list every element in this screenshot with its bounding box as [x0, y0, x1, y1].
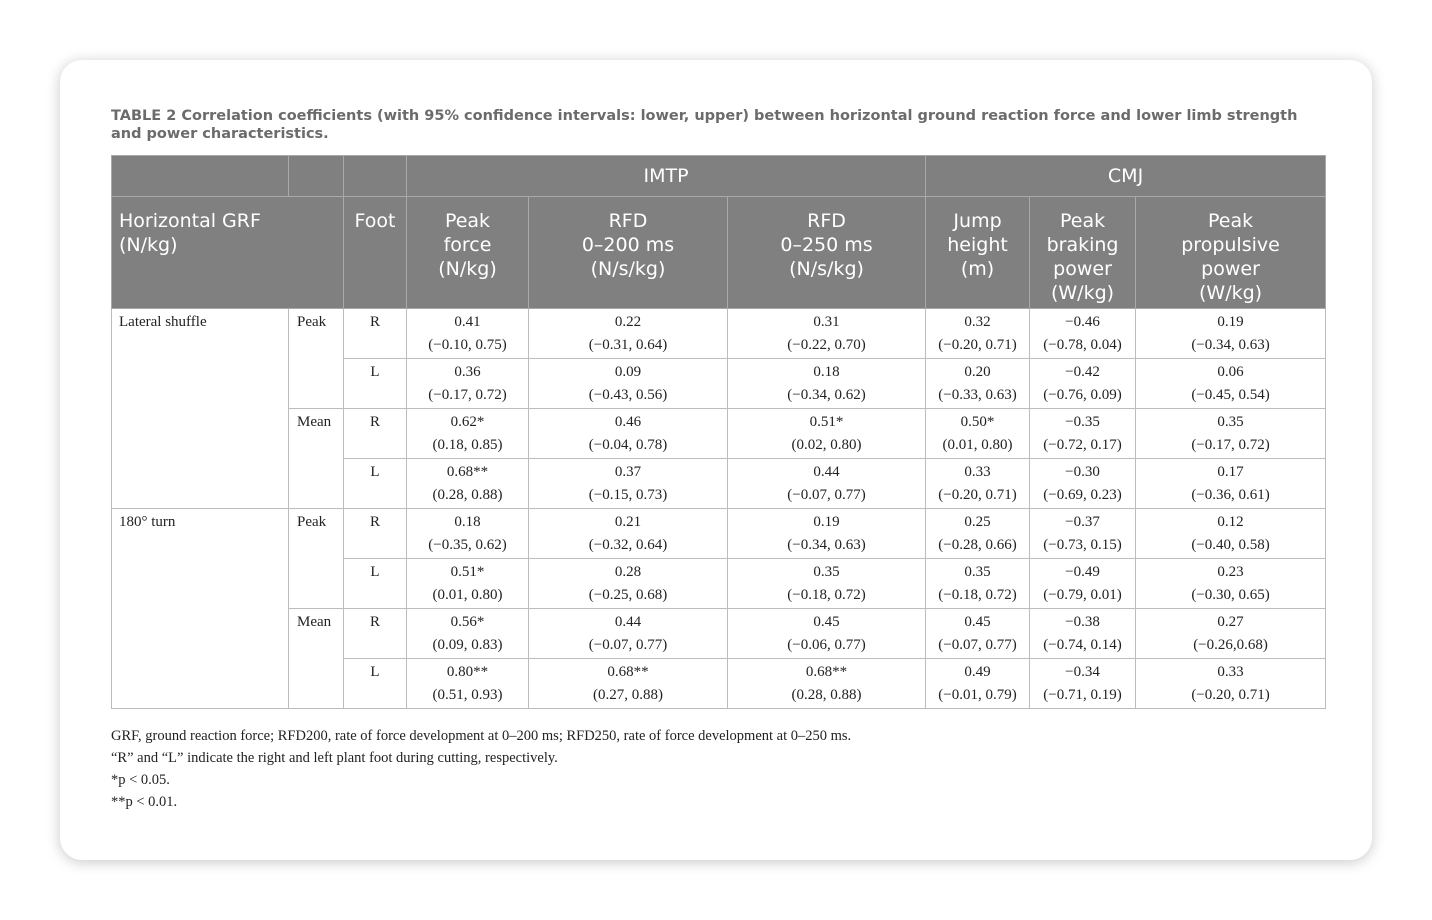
correlation-cell [728, 409, 926, 459]
row-subgroup-label: Peak [289, 509, 344, 609]
correlation-table [111, 155, 1326, 709]
correlation-cell [407, 559, 529, 609]
table-row [112, 509, 1326, 559]
header-group-imtp: IMTP [407, 156, 926, 197]
correlation-value: 0.51* [809, 414, 844, 430]
confidence-interval: (0.09, 0.83) [432, 637, 503, 653]
correlation-value: 0.35 [964, 564, 991, 580]
row-subgroup-label: Mean [289, 609, 344, 709]
correlation-value: 0.51* [450, 564, 485, 580]
correlation-value: 0.36 [454, 364, 481, 380]
header-row-groups [112, 156, 1326, 197]
correlation-value: −0.30 [1065, 464, 1100, 480]
correlation-value: 0.19 [1217, 314, 1244, 330]
foot-cell: L [344, 459, 407, 509]
confidence-interval: (−0.33, 0.63) [938, 387, 1017, 403]
header-blank [289, 156, 344, 197]
header-jump-height: Jump height (m) [926, 197, 1030, 309]
correlation-value: 0.80** [446, 664, 489, 680]
correlation-cell [529, 559, 728, 609]
correlation-cell [728, 609, 926, 659]
correlation-value: 0.21 [614, 514, 642, 530]
confidence-interval: (0.01, 0.80) [942, 437, 1013, 453]
correlation-cell [1136, 309, 1326, 359]
confidence-interval: (−0.18, 0.72) [938, 587, 1017, 603]
header-peak-braking-power: Peak braking power (W/kg) [1030, 197, 1136, 309]
table-caption: TABLE 2 Correlation coefficients (with 95% confidence intervals: lower, upper) between horizontal ground reaction force and lower limb strength and power characteristics. [111, 108, 1298, 142]
row-group-label: 180° turn [112, 509, 289, 709]
confidence-interval: (−0.25, 0.68) [588, 587, 668, 603]
correlation-cell [1030, 309, 1136, 359]
confidence-interval: (−0.34, 0.62) [787, 387, 866, 403]
confidence-interval: (−0.22, 0.70) [787, 337, 866, 353]
correlation-value: 0.33 [964, 464, 991, 480]
correlation-cell [1136, 659, 1326, 709]
confidence-interval: (−0.20, 0.71) [938, 487, 1017, 503]
correlation-value: 0.17 [1217, 464, 1244, 480]
foot-cell: R [344, 509, 407, 559]
confidence-interval: (−0.73, 0.15) [1043, 537, 1122, 553]
confidence-interval: (−0.17, 0.72) [428, 387, 507, 403]
foot-cell: L [344, 359, 407, 409]
correlation-cell [407, 409, 529, 459]
correlation-value: 0.22 [614, 314, 642, 330]
header-row-columns [112, 197, 1326, 309]
correlation-cell [926, 459, 1030, 509]
header-peak-propulsive-power: Peak propulsive power (W/kg) [1136, 197, 1326, 309]
confidence-interval: (−0.28, 0.66) [938, 537, 1017, 553]
correlation-value: 0.18 [454, 514, 481, 530]
header-blank [344, 156, 407, 197]
correlation-value: −0.38 [1065, 614, 1100, 630]
confidence-interval: (−0.36, 0.61) [1191, 487, 1270, 503]
table-row [112, 609, 1326, 659]
correlation-cell [1136, 609, 1326, 659]
correlation-cell [1030, 359, 1136, 409]
correlation-cell [1030, 409, 1136, 459]
correlation-value: 0.32 [964, 314, 991, 330]
confidence-interval: (−0.74, 0.14) [1043, 637, 1122, 653]
correlation-cell [529, 309, 728, 359]
correlation-value: 0.33 [1217, 664, 1244, 680]
correlation-value: 0.44 [813, 464, 840, 480]
row-subgroup-label: Mean [289, 409, 344, 509]
header-rfd-0-250: RFD 0–250 ms (N/s/kg) [728, 197, 926, 309]
correlation-value: 0.25 [964, 514, 991, 530]
confidence-interval: (−0.04, 0.78) [588, 437, 668, 453]
confidence-interval: (−0.40, 0.58) [1191, 537, 1270, 553]
correlation-cell [926, 659, 1030, 709]
correlation-cell [926, 509, 1030, 559]
confidence-interval: (−0.43, 0.56) [588, 387, 668, 403]
row-subgroup-label: Peak [289, 309, 344, 409]
correlation-value: 0.35 [1217, 414, 1244, 430]
confidence-interval: (0.02, 0.80) [791, 437, 862, 453]
confidence-interval: (−0.35, 0.62) [428, 537, 507, 553]
correlation-cell [1136, 509, 1326, 559]
correlation-value: 0.45 [813, 614, 840, 630]
confidence-interval: (−0.07, 0.77) [787, 487, 866, 503]
correlation-cell [1030, 559, 1136, 609]
correlation-value: 0.18 [813, 364, 840, 380]
correlation-value: −0.46 [1065, 314, 1100, 330]
correlation-cell [407, 609, 529, 659]
correlation-value: 0.37 [614, 464, 642, 480]
correlation-cell [407, 309, 529, 359]
correlation-cell [926, 559, 1030, 609]
correlation-cell [728, 359, 926, 409]
confidence-interval: (−0.18, 0.72) [787, 587, 866, 603]
correlation-value: 0.28 [614, 564, 642, 580]
footnote-abbreviations: GRF, ground reaction force; RFD200, rate of force development at 0–200 ms; RFD250, rate of force development at 0–250 ms. [111, 728, 852, 744]
header-group-cmj: CMJ [926, 156, 1326, 197]
correlation-value: −0.34 [1065, 664, 1100, 680]
correlation-value: 0.62* [450, 414, 485, 430]
correlation-value: 0.31 [813, 314, 840, 330]
correlation-value: 0.46 [614, 414, 642, 430]
correlation-value: 0.49 [964, 664, 991, 680]
correlation-cell [1136, 459, 1326, 509]
correlation-cell [1030, 609, 1136, 659]
confidence-interval: (0.28, 0.88) [432, 487, 503, 503]
correlation-value: 0.23 [1217, 564, 1244, 580]
correlation-cell [728, 659, 926, 709]
correlation-cell [728, 459, 926, 509]
confidence-interval: (−0.71, 0.19) [1043, 687, 1122, 703]
table-row [112, 409, 1326, 459]
correlation-cell [728, 559, 926, 609]
foot-cell: L [344, 559, 407, 609]
correlation-cell [926, 409, 1030, 459]
correlation-cell [1030, 509, 1136, 559]
table-body [112, 309, 1326, 709]
correlation-value: 0.68** [805, 664, 848, 680]
confidence-interval: (−0.69, 0.23) [1043, 487, 1122, 503]
correlation-value: −0.42 [1065, 364, 1100, 380]
correlation-value: −0.37 [1065, 514, 1100, 530]
confidence-interval: (−0.78, 0.04) [1043, 337, 1122, 353]
confidence-interval: (−0.76, 0.09) [1043, 387, 1122, 403]
foot-cell: L [344, 659, 407, 709]
correlation-cell [529, 359, 728, 409]
footnote-p-001: **p < 0.01. [111, 794, 178, 810]
header-horizontal-grf: Horizontal GRF (N/kg) [112, 197, 344, 309]
header-peak-force: Peak force (N/kg) [407, 197, 529, 309]
correlation-cell [926, 309, 1030, 359]
correlation-value: 0.68** [446, 464, 489, 480]
confidence-interval: (−0.07, 0.77) [588, 637, 668, 653]
row-group-label: Lateral shuffle [112, 309, 289, 509]
confidence-interval: (0.51, 0.93) [432, 687, 503, 703]
correlation-value: 0.20 [964, 364, 991, 380]
confidence-interval: (−0.32, 0.64) [588, 537, 668, 553]
correlation-cell [1136, 409, 1326, 459]
foot-cell: R [344, 309, 407, 359]
correlation-cell [728, 309, 926, 359]
correlation-value: 0.41 [454, 314, 481, 330]
correlation-value: −0.35 [1065, 414, 1100, 430]
confidence-interval: (−0.15, 0.73) [588, 487, 668, 503]
header-blank [112, 156, 289, 197]
correlation-value: −0.49 [1065, 564, 1100, 580]
correlation-cell [407, 509, 529, 559]
correlation-value: 0.35 [813, 564, 840, 580]
confidence-interval: (−0.06, 0.77) [787, 637, 866, 653]
footnote-foot-legend: “R” and “L” indicate the right and left plant foot during cutting, respectively. [111, 750, 558, 766]
correlation-value: 0.19 [813, 514, 840, 530]
correlation-value: 0.12 [1217, 514, 1244, 530]
correlation-value: 0.56* [450, 614, 485, 630]
header-rfd-0-200: RFD 0–200 ms (N/s/kg) [529, 197, 728, 309]
confidence-interval: (0.27, 0.88) [593, 687, 663, 703]
confidence-interval: (−0.01, 0.79) [938, 687, 1017, 703]
correlation-cell [529, 609, 728, 659]
footnote-p-005: *p < 0.05. [111, 772, 170, 788]
confidence-interval: (−0.10, 0.75) [428, 337, 507, 353]
confidence-interval: (−0.45, 0.54) [1191, 387, 1270, 403]
correlation-value: 0.06 [1217, 364, 1244, 380]
correlation-cell [529, 509, 728, 559]
table-row [112, 309, 1326, 359]
correlation-cell [1030, 459, 1136, 509]
table-footnotes [111, 725, 851, 813]
correlation-value: 0.09 [614, 364, 642, 380]
correlation-cell [529, 409, 728, 459]
correlation-cell [926, 359, 1030, 409]
correlation-cell [728, 509, 926, 559]
foot-cell: R [344, 609, 407, 659]
confidence-interval: (−0.26,0.68) [1193, 637, 1268, 653]
correlation-value: 0.45 [964, 614, 991, 630]
foot-cell: R [344, 409, 407, 459]
confidence-interval: (−0.20, 0.71) [1191, 687, 1270, 703]
correlation-cell [529, 659, 728, 709]
correlation-value: 0.50* [960, 414, 995, 430]
confidence-interval: (−0.72, 0.17) [1043, 437, 1122, 453]
header-foot: Foot [344, 197, 407, 309]
confidence-interval: (−0.30, 0.65) [1191, 587, 1270, 603]
correlation-cell [1136, 359, 1326, 409]
correlation-value: 0.44 [614, 614, 642, 630]
confidence-interval: (−0.20, 0.71) [938, 337, 1017, 353]
confidence-interval: (−0.31, 0.64) [588, 337, 668, 353]
confidence-interval: (−0.07, 0.77) [938, 637, 1017, 653]
confidence-interval: (−0.34, 0.63) [787, 537, 866, 553]
correlation-cell [529, 459, 728, 509]
confidence-interval: (0.28, 0.88) [791, 687, 862, 703]
confidence-interval: (0.18, 0.85) [432, 437, 503, 453]
correlation-cell [407, 459, 529, 509]
correlation-value: 0.68** [607, 664, 649, 680]
table-card [60, 60, 1372, 860]
correlation-cell [1030, 659, 1136, 709]
confidence-interval: (−0.79, 0.01) [1043, 587, 1122, 603]
correlation-cell [1136, 559, 1326, 609]
confidence-interval: (−0.17, 0.72) [1191, 437, 1270, 453]
correlation-value: 0.27 [1217, 614, 1244, 630]
confidence-interval: (−0.34, 0.63) [1191, 337, 1270, 353]
confidence-interval: (0.01, 0.80) [432, 587, 503, 603]
correlation-cell [407, 659, 529, 709]
correlation-cell [407, 359, 529, 409]
correlation-cell [926, 609, 1030, 659]
